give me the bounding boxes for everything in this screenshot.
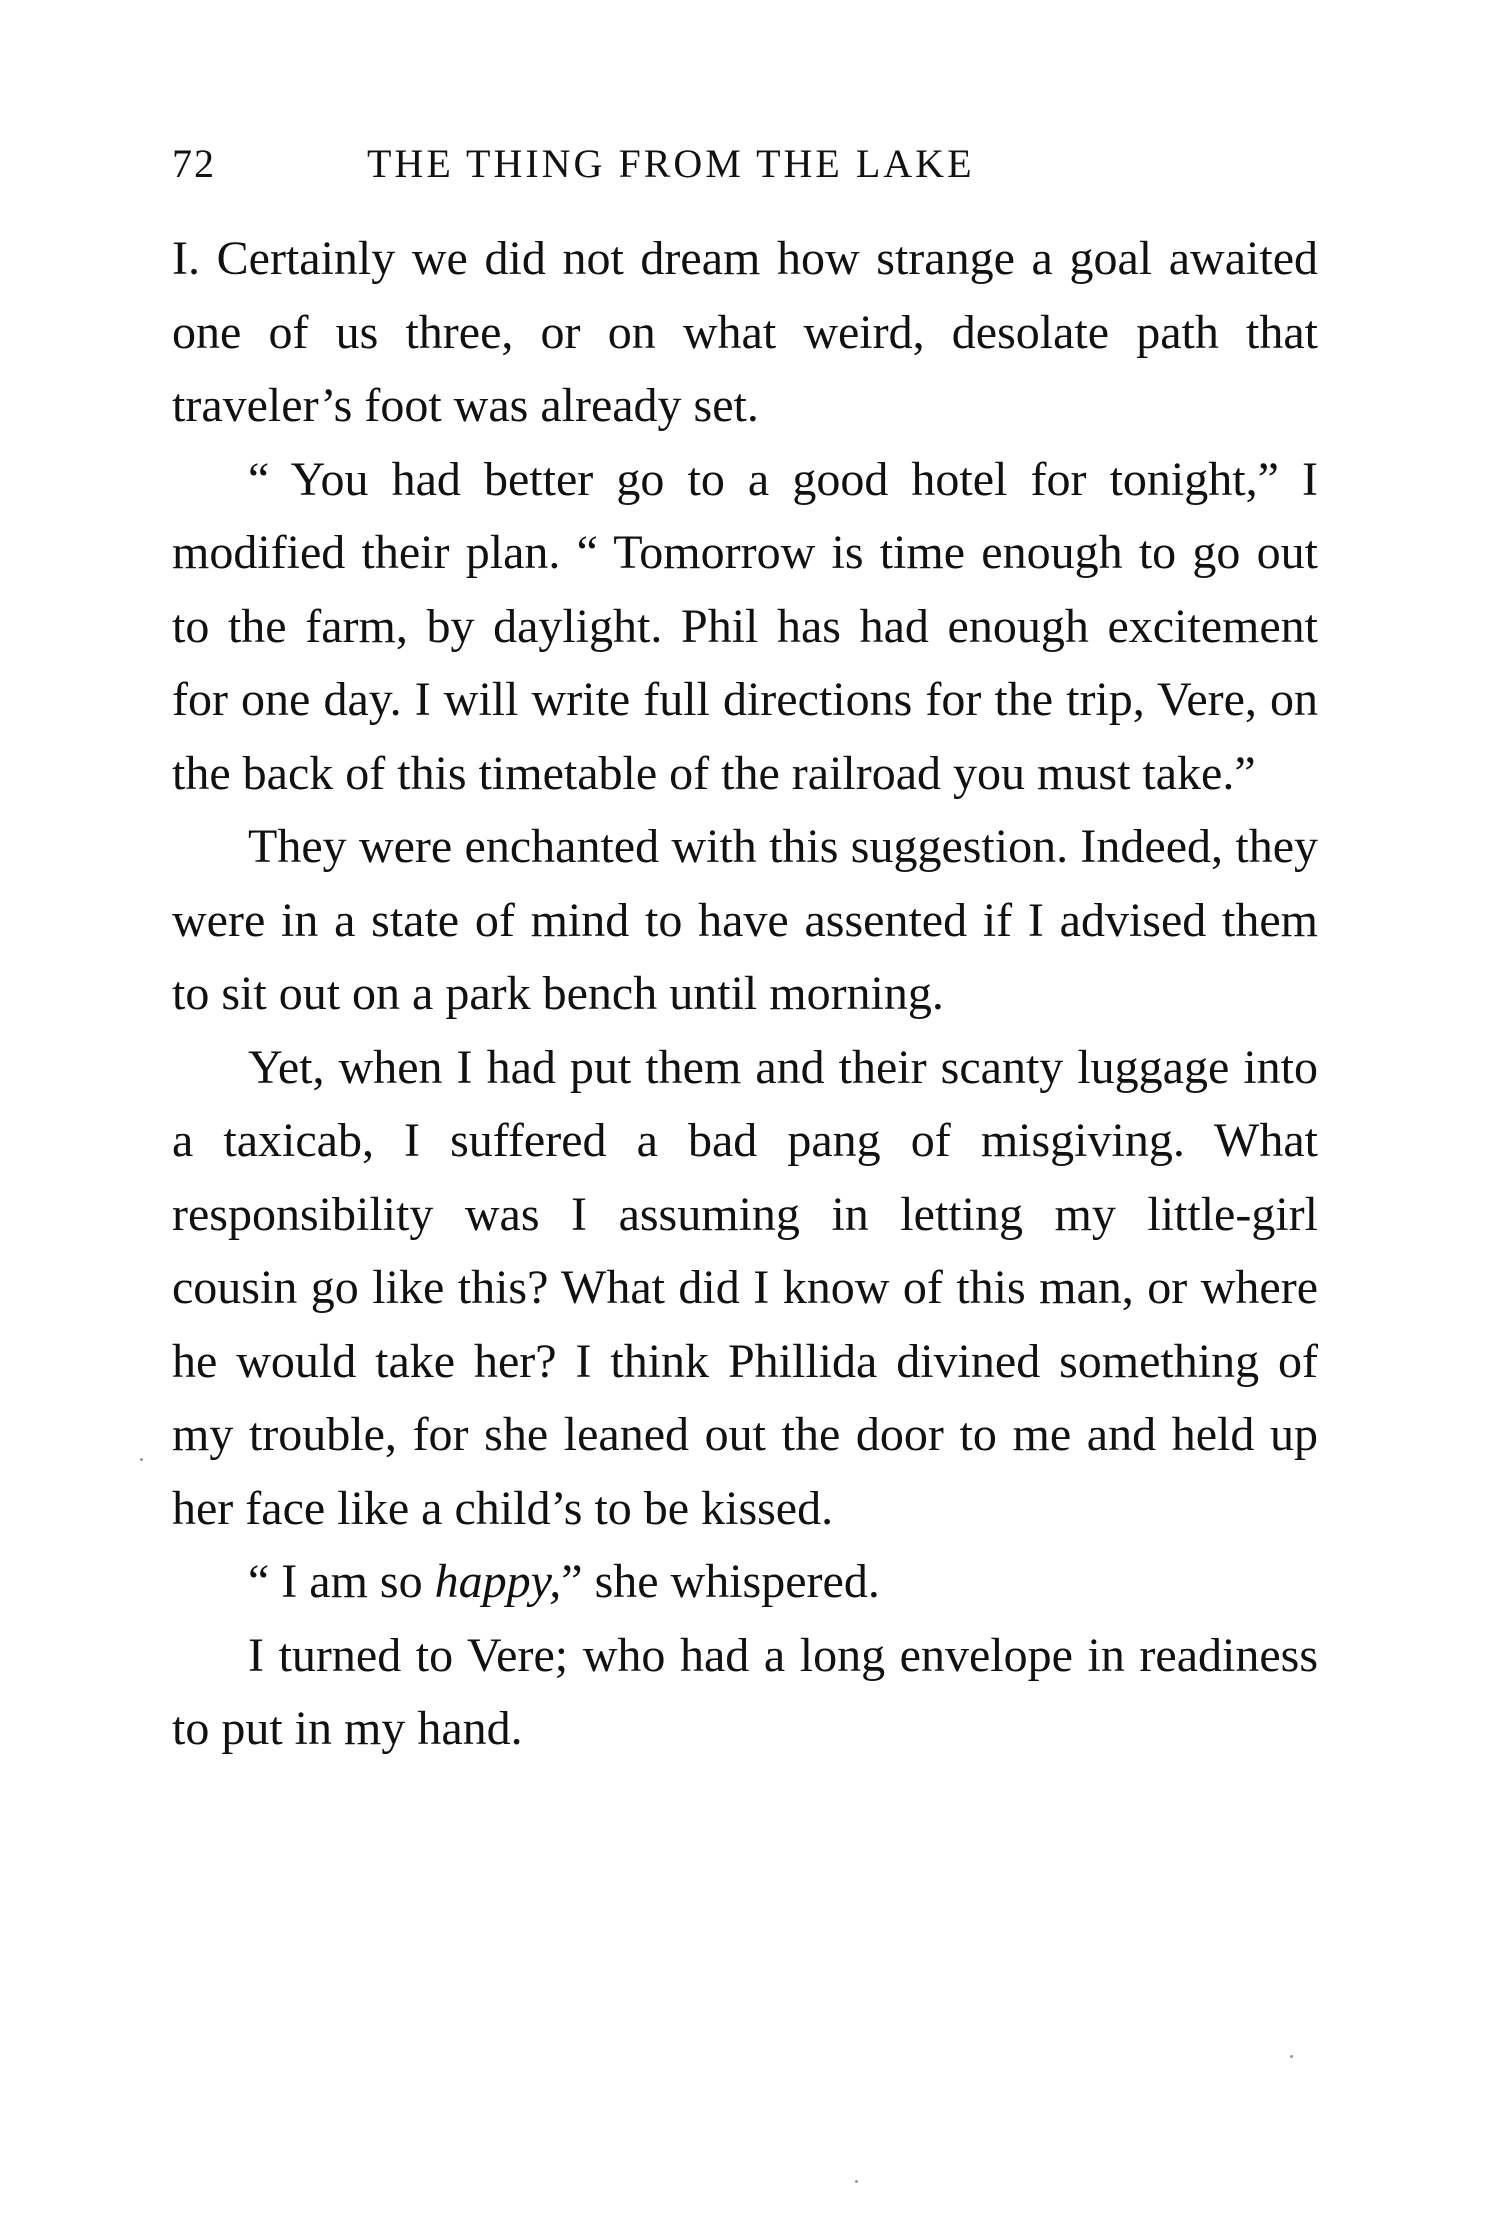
paper-speck — [140, 1458, 143, 1461]
paragraph-enchanted: They were enchanted with this suggestion. Indeed, they were in a state of mind to have assented if I advised them to sit out on a park bench until morning. — [172, 820, 1318, 1020]
page-header — [172, 140, 1318, 200]
running-title: THE THING FROM THE LAKE — [367, 141, 975, 186]
whisper-quote-close: ” she whispered. — [561, 1555, 880, 1608]
paragraph-whisper — [172, 1545, 1318, 1619]
paper-speck — [855, 2180, 858, 2183]
paragraph-hotel-advice: “ You had better go to a good hotel for tonight,” I modified their plan. “ Tomorrow is time enough to go out to the farm, by daylight. Phil has had enough excitement for one day. I will write full directions for the trip, Vere, on the back of this timetable of the railroad you must take.” — [172, 452, 1318, 800]
paragraph-envelope: I turned to Vere; who had a long envelope in readiness to put in my hand. — [172, 1628, 1318, 1755]
paper-speck — [1290, 2055, 1293, 2058]
paragraph-misgiving: Yet, when I had put them and their scanty luggage into a taxicab, I suffered a bad pang of misgiving. What responsibility was I assuming in letting my little-girl cousin go like this? What did I know of this man, or where he would take her? I think Phillida divined something of my trouble, for she leaned out the door to me and held up her face like a child’s to be kissed. — [172, 1040, 1318, 1535]
body-text — [172, 222, 1318, 1766]
page-number: 72 — [172, 141, 216, 186]
whisper-emphasis: happy, — [434, 1555, 562, 1608]
whisper-quote-open: “ I am so — [248, 1555, 435, 1608]
paragraph-continuation: I. Certainly we did not dream how strange a goal awaited one of us three, or on what weird, desolate path that traveler’s foot was already set. — [172, 232, 1318, 432]
